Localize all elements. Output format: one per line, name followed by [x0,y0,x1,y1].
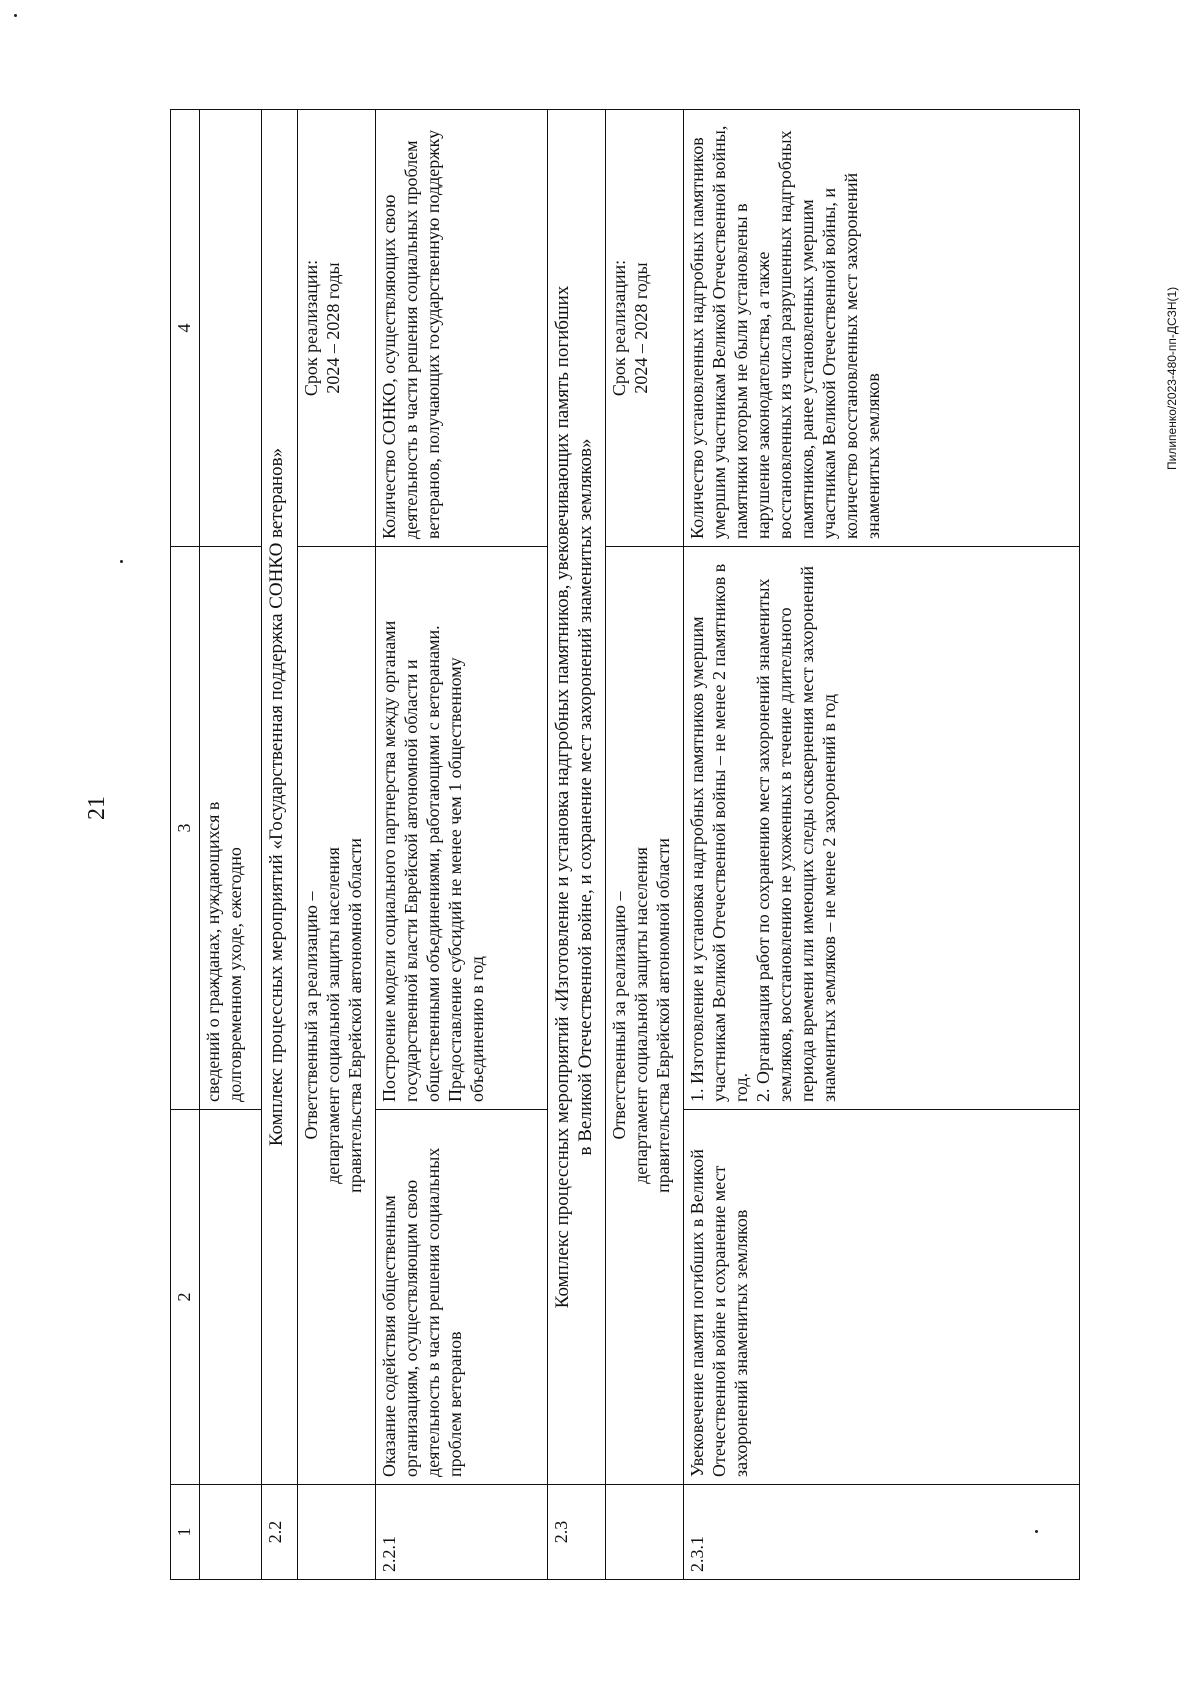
scan-speck [120,560,123,563]
header-col-2: 2 [171,1110,200,1485]
responsible-line: правительства Еврейской автономной области [652,838,673,1193]
responsible-line: Ответственный за реализацию – [608,891,629,1140]
header-col-1: 1 [171,1485,200,1580]
section-row [547,110,605,1580]
section-title [547,110,605,1485]
measure-indicator: Количество установленных надгробных памятников умершим участникам Великой Отечественной войны, памятники которым не были установлены в нарушение законодательства, а также восстановленных из числа разрушенных надгробных памятников, ранее установленных умершим участникам Великой Отечественной войны, и количество восстановленных мест захоронений знаменитых земляков [683,110,1079,547]
cell-empty [199,1110,261,1485]
section-number: 2.3 [547,1485,605,1580]
term-line: Срок реализации: [300,259,321,397]
measure-description: Построение модели социального партнерства между органами государственной власти Еврейской автономной области и общественными объединениями, работающими с ветеранами. Предоставление субсидий не менее чем 1 общественному объединению в год [375,547,547,1110]
term-text [605,110,683,547]
measure-number: 2.3.1 [683,1485,1079,1580]
continuation-line-2: долговременном уходе, ежегодно [224,847,245,1102]
section-number: 2.2 [261,1485,297,1580]
section-row [261,110,297,1580]
term-line: 2024 – 2028 годы [630,262,651,394]
responsible-text [605,547,683,1485]
measure-task: Оказание содействия общественным организациям, осуществляющим свою деятельность в части решения социальных проблем ветеранов [375,1110,547,1485]
scan-speck [14,14,17,17]
responsible-line: департамент социальной защиты населения [322,847,343,1184]
measure-number: 2.2.1 [375,1485,547,1580]
section-title-line: в Великой Отечественной войне, и сохранение мест захоронений знаменитых земляков» [575,438,597,1156]
measure-row [375,110,547,1580]
term-line: 2024 – 2028 годы [322,262,343,394]
responsible-line: правительства Еврейской автономной области [344,838,365,1193]
description-paragraph: 2. Организация работ по сохранению мест захоронений знаменитых земляков, восстановлению не ухоженных в течение длительного периода времени или имеющих следы осквернения мест захоронений знаменитых земляков – не менее 2 захоронений в год [752,565,839,1102]
measure-row [683,110,1079,1580]
document-code: Пилипенко/2023-480-пп-ДСЗН(1) [1165,286,1179,470]
measure-description [683,547,1079,1110]
section-title-line: Комплекс процессных мероприятий «Изготовление и установка надгробных памятников, увековечивающих память погибших [551,285,573,1309]
header-col-3: 3 [171,547,200,1110]
responsible-row [297,110,375,1580]
section-title: Комплекс процессных мероприятий «Государственная поддержка СОНКО ветеранов» [261,110,297,1485]
header-col-4: 4 [171,110,200,547]
measures-table [170,109,1080,1580]
continuation-row [199,110,261,1580]
cell-empty [199,1485,261,1580]
cell-empty [605,1485,683,1580]
measure-indicator: Количество СОНКО, осуществляющих свою деятельность в части решения социальных проблем ветеранов, получающих государственную поддержку [375,110,547,547]
cell-empty [199,110,261,547]
measure-task: Увековечение памяти погибших в Великой Отечественной войне и сохранение мест захоронений знаменитых земляков [683,1110,1079,1485]
term-line: Срок реализации: [608,259,629,397]
document-table-rotated [170,110,1080,1580]
responsible-line: департамент социальной защиты населения [630,847,651,1184]
description-paragraph: 1. Изготовление и установка надгробных памятников умершим участникам Великой Отечественной войны – не менее 2 памятников в год. [686,563,751,1102]
term-text [297,110,375,547]
header-row [171,110,200,1580]
cell-empty [297,1485,375,1580]
responsible-line: Ответственный за реализацию – [300,891,321,1140]
responsible-row [605,110,683,1580]
page-number: 21 [84,796,110,820]
continuation-line-1: сведений о гражданах, нуждающихся в [202,801,223,1102]
responsible-text [297,547,375,1485]
continuation-text [199,547,261,1110]
